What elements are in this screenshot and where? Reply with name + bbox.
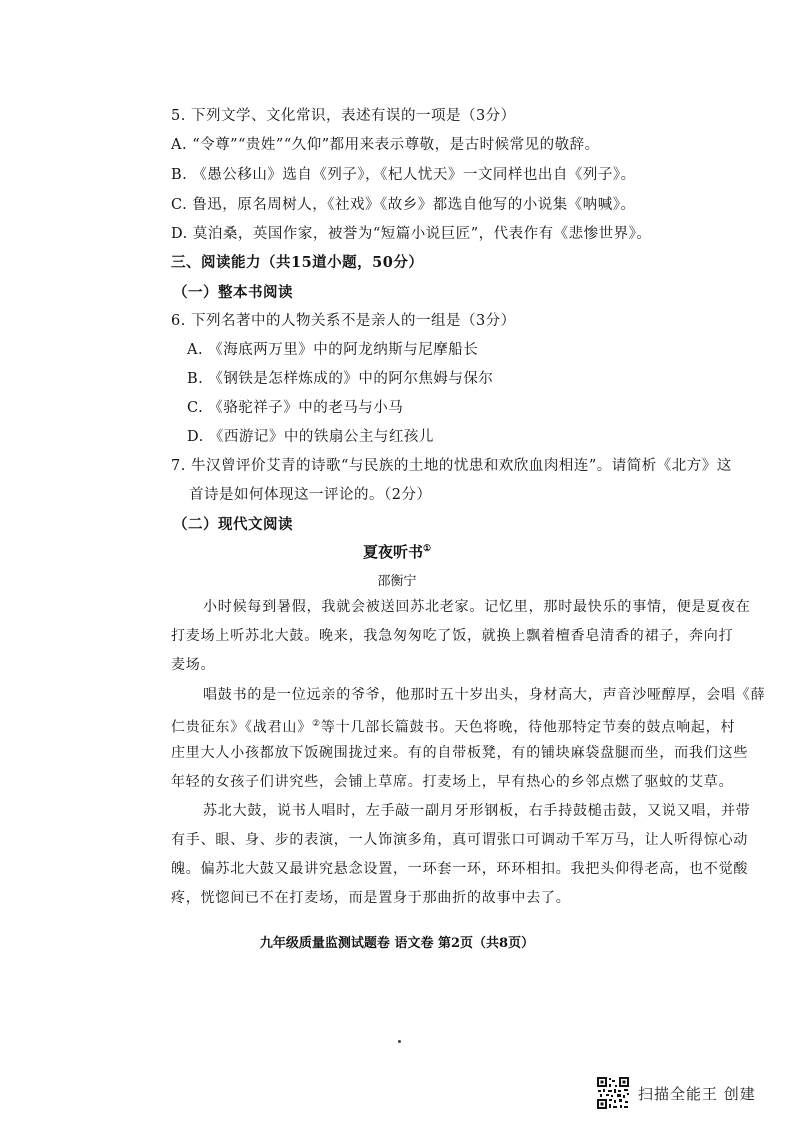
part2-heading: （二）现代文阅读 <box>173 516 293 533</box>
q6-option-a: A. 《海底两万里》中的阿龙纳斯与尼摩船长 <box>187 342 479 358</box>
q7-line1: 7. 牛汉曾评价艾青的诗歌“与民族的土地的忧患和欢欣血肉相连”。请简析《北方》这 <box>171 458 732 474</box>
p2-line2-a: 仁贵征东》《战君山》 <box>171 719 312 736</box>
p1-line3: 麦场。 <box>171 657 216 673</box>
section3-heading: 三、阅读能力（共15道小题，50分） <box>171 254 424 271</box>
q6-option-c: C. 《骆驼祥子》中的老马与小马 <box>187 400 404 416</box>
p2-line1: 唱鼓书的是一位远亲的爷爷，他那时五十岁出头，身材高大，声音沙哑醇厚，会唱《薛 <box>203 687 766 703</box>
p1-line1: 小时候每到暑假，我就会被送回苏北老家。记忆里，那时最快乐的事情，便是夏夜在 <box>203 599 751 615</box>
p2-line2-b: 等十几部长篇鼓书。天色将晚，待他那特定节奏的鼓点响起，村 <box>320 719 736 736</box>
q5-option-a: A. “令尊”“贵姓”“久仰”都用来表示尊敬，是古时候常见的敬辞。 <box>171 137 600 153</box>
q5-stem: 5. 下列文学、文化常识，表述有误的一项是（3分） <box>171 108 516 124</box>
watermark-text: 扫描全能王 创建 <box>638 1084 756 1103</box>
q6-option-d: D. 《西游记》中的铁扇公主与红孩儿 <box>187 429 434 445</box>
p2-line4: 年轻的女孩子们讲究些，会铺上草席。打麦场上，早有热心的乡邻点燃了驱蚊的艾草。 <box>171 774 734 790</box>
part1-heading: （一）整本书阅读 <box>173 284 293 301</box>
q7-line2: 首诗是如何体现这一评论的。（2分） <box>189 487 432 503</box>
q5-option-c: C. 鲁迅，原名周树人，《社戏》《故乡》都选自他写的小说集《呐喊》。 <box>171 197 636 213</box>
q6-option-b: B. 《钢铁是怎样炼成的》中的阿尔焦姆与保尔 <box>187 371 494 387</box>
p3-line1: 苏北大鼓，说书人唱时，左手敲一副月牙形钢板，右手持鼓槌击鼓，又说又唱，并带 <box>203 803 751 819</box>
p2-line2 <box>171 714 735 738</box>
page-footer: 九年级质量监测试题卷 语文卷 第2页（共8页） <box>259 936 535 951</box>
stray-dot <box>398 1040 401 1043</box>
q5-option-b: B. 《愚公移山》选自《列子》，《杞人忧天》一文同样也出自《列子》。 <box>171 167 636 183</box>
article-author: 邵衡宁 <box>377 574 417 589</box>
article-title-note: ① <box>422 544 432 554</box>
scanner-watermark <box>596 1075 756 1111</box>
qr-code-icon <box>596 1076 630 1110</box>
p2-footnote-mark: ② <box>312 719 321 729</box>
q5-option-d: D. 莫泊桑，英国作家，被誉为“短篇小说巨匠”，代表作有《悲惨世界》。 <box>171 226 652 242</box>
p3-line2: 有手、眼、身、步的表演，一人饰演多角，真可谓张口可调动千军万马，让人听得惊心动 <box>171 832 749 848</box>
p3-line3: 魄。偏苏北大鼓又最讲究悬念设置，一环套一环，环环相扣。我把头仰得老高，也不觉酸 <box>171 861 749 877</box>
q6-stem: 6. 下列名著中的人物关系不是亲人的一组是（3分） <box>171 313 516 329</box>
article-title <box>0 541 794 562</box>
article-title-text: 夏夜听书 <box>362 543 423 561</box>
p2-line3: 庄里大人小孩都放下饭碗围拢过来。有的自带板凳，有的铺块麻袋盘腿而坐，而我们这些 <box>171 745 749 761</box>
p1-line2: 打麦场上听苏北大鼓。晚来，我急匆匆吃了饭，就换上飘着檀香皂清香的裙子，奔向打 <box>171 628 734 644</box>
p3-line4: 疼，恍惚间已不在打麦场，而是置身于那曲折的故事中去了。 <box>171 890 571 906</box>
